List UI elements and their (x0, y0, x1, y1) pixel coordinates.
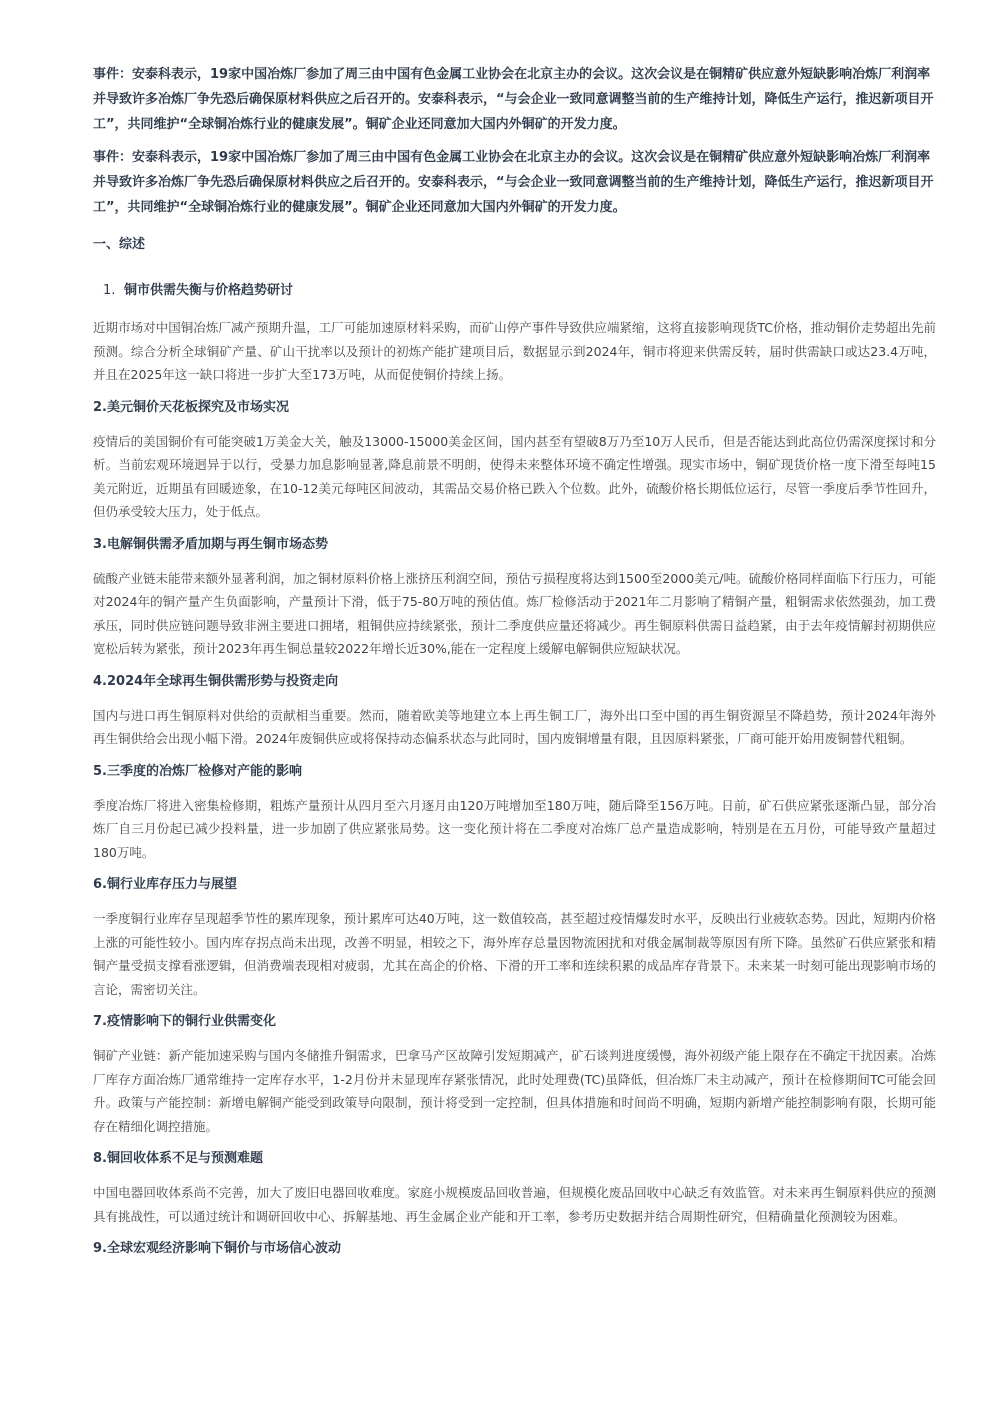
event-paragraph: 事件：安泰科表示，19家中国冶炼厂参加了周三由中国有色金属工业协会在北京主办的会议。这次会议是在铜精矿供应意外短缺影响冶炼厂利润率并导致许多冶炼厂争先恐后确保原材料供应之后召开的。安泰科表示，“与会企业一致同意调整当前的生产维持计划，降低生产运行，推迟新项目开工”，共同维护“全球铜冶炼行业的健康发展”。铜矿企业还同意加大国内外铜矿的开发力度。 (93, 67, 934, 132)
subsection-heading: 3.电解铜供需矛盾加期与再生铜市场态势 (93, 536, 328, 552)
subsection-heading: 8.铜回收体系不足与预测难题 (93, 1151, 263, 1166)
list-number: 1. (103, 283, 116, 298)
subsection-heading: 7.疫情影响下的铜行业供需变化 (93, 1014, 276, 1029)
subsection-heading (103, 280, 936, 302)
body-paragraph: 铜矿产业链：新产能加速采购与国内冬储推升铜需求，巴拿马产区故障引发短期减产，矿石谈判进度缓慢，海外初级产能上限存在不确定干扰因素。冶炼厂库存方面冶炼厂通常维持一定库存水平，1-2月份并未显现库存紧张情况，此时处理费(TC)虽降低，但冶炼厂未主动减产，预计在检修期间TC可能会回升。政策与产能控制：新增电解铜产能受到政策导向限制，预计将受到一定控制，但具体措施和时间尚不明确，短期内新增产能控制影响有限，长期可能存在精细化调控措施。 (93, 1048, 936, 1134)
body-paragraph: 季度冶炼厂将进入密集检修期，粗炼产量预计从四月至六月逐月由120万吨增加至180万吨，随后降至156万吨。日前，矿石供应紧张逐渐凸显，部分冶炼厂自三月份起已减少投料量，进一步加剧了供应紧张局势。这一变化预计将在二季度对冶炼厂总产量造成影响，特别是在五月份，可能导致产量超过180万吨。 (93, 797, 936, 860)
subsection-heading: 4.2024年全球再生铜供需形势与投资走向 (93, 673, 339, 689)
subsection-heading-text: 铜市供需失衡与价格趋势研讨 (123, 283, 293, 298)
body-paragraph: 中国电器回收体系尚不完善，加大了废旧电器回收难度。家庭小规模废品回收普遍，但规模化废品回收中心缺乏有效监管。对未来再生铜原料供应的预测具有挑战性，可以通过统计和调研回收中心、拆解基地、再生金属企业产能和开工率，参考历史数据并结合周期性研究，但精确量化预测较为困难。 (93, 1185, 936, 1224)
body-paragraph: 疫情后的美国铜价有可能突破1万美金大关，触及13000-15000美金区间，国内甚至有望破8万乃至10万人民币，但是否能达到此高位仍需深度探讨和分析。当前宏观环境迥异于以行，受暴力加息影响显著,降息前景不明朗，使得未来整体环境不确定性增强。现实市场中，铜矿现货价格一度下滑至每吨15美元附近，近期虽有回暖迹象，在10-12美元每吨区间波动，其需品交易价格已跌入个位数。此外，硫酸价格长期低位运行，尽管一季度后季节性回升，但仍承受较大压力，处于低点。 (93, 433, 936, 519)
subsection-heading: 9.全球宏观经济影响下铜价与市场信心波动 (93, 1241, 341, 1256)
section-title: 一、综述 (93, 237, 146, 252)
body-paragraph: 国内与进口再生铜原料对供给的贡献相当重要。然而，随着欧美等地建立本上再生铜工厂，海外出口至中国的再生铜资源呈不降趋势，预计2024年海外再生铜供给会出现小幅下滑。2024年废铜供应或将保持动态偏系状态与此同时，国内废铜增量有限，且因原料紧张，厂商可能开始用废铜替代粗铜。 (93, 707, 936, 746)
event-paragraph: 事件：安泰科表示，19家中国冶炼厂参加了周三由中国有色金属工业协会在北京主办的会议。这次会议是在铜精矿供应意外短缺影响冶炼厂利润率并导致许多冶炼厂争先恐后确保原材料供应之后召开的。安泰科表示，“与会企业一致同意调整当前的生产维持计划，降低生产运行，推迟新项目开工”，共同维护“全球铜冶炼行业的健康发展”。铜矿企业还同意加大国内外铜矿的开发力度。 (93, 150, 934, 215)
subsection-heading: 6.铜行业库存压力与展望 (93, 877, 237, 892)
body-paragraph: 近期市场对中国铜冶炼厂减产预期升温，工厂可能加速原材料采购，而矿山停产事件导致供应端紧缩，这将直接影响现货TC价格，推动铜价走势超出先前预测。综合分析全球铜矿产量、矿山干扰率以及预计的初炼产能扩建项目后，数据显示到2024年，铜市将迎来供需反转，届时供需缺口或达23.4万吨，并且在2025年这一缺口将进一步扩大至173万吨，从而促使铜价持续上扬。 (93, 320, 936, 382)
subsection-heading: 2.美元铜价天花板探究及市场实况 (93, 399, 289, 415)
body-paragraph: 一季度铜行业库存呈现超季节性的累库现象，预计累库可达40万吨，这一数值较高，甚至超过疫情爆发时水平，反映出行业疲软态势。因此，短期内价格上涨的可能性较小。国内库存拐点尚未出现，改善不明显，相较之下，海外库存总量因物流困扰和对俄金属制裁等原因有所下降。虽然矿石供应紧张和精铜产量受损支撑看涨逻辑，但消费端表现相对疲弱，尤其在高企的价格、下滑的开工率和连续积累的成品库存背景下。未来某一时刻可能出现影响市场的言论，需密切关注。 (93, 911, 936, 997)
subsection-heading: 5.三季度的冶炼厂检修对产能的影响 (93, 763, 302, 779)
body-paragraph: 硫酸产业链未能带来额外显著利润，加之铜材原料价格上涨挤压利润空间，预估亏损程度将达到1500至2000美元/吨。硫酸价格同样面临下行压力，可能对2024年的铜产量产生负面影响，产量预计下滑，低于75-80万吨的预估值。炼厂检修活动于2021年二月影响了精铜产量，粗铜需求依然强劲，加工费承压，同时供应链问题导致非洲主要进口拥堵，粗铜供应持续紧张，预计二季度供应量还将减少。再生铜原料供需日益趋紧，由于去年疫情解封初期供应宽松后转为紧张，预计2023年再生铜总量较2022年增长近30%,能在一定程度上缓解电解铜供应短缺状况。 (93, 570, 936, 656)
